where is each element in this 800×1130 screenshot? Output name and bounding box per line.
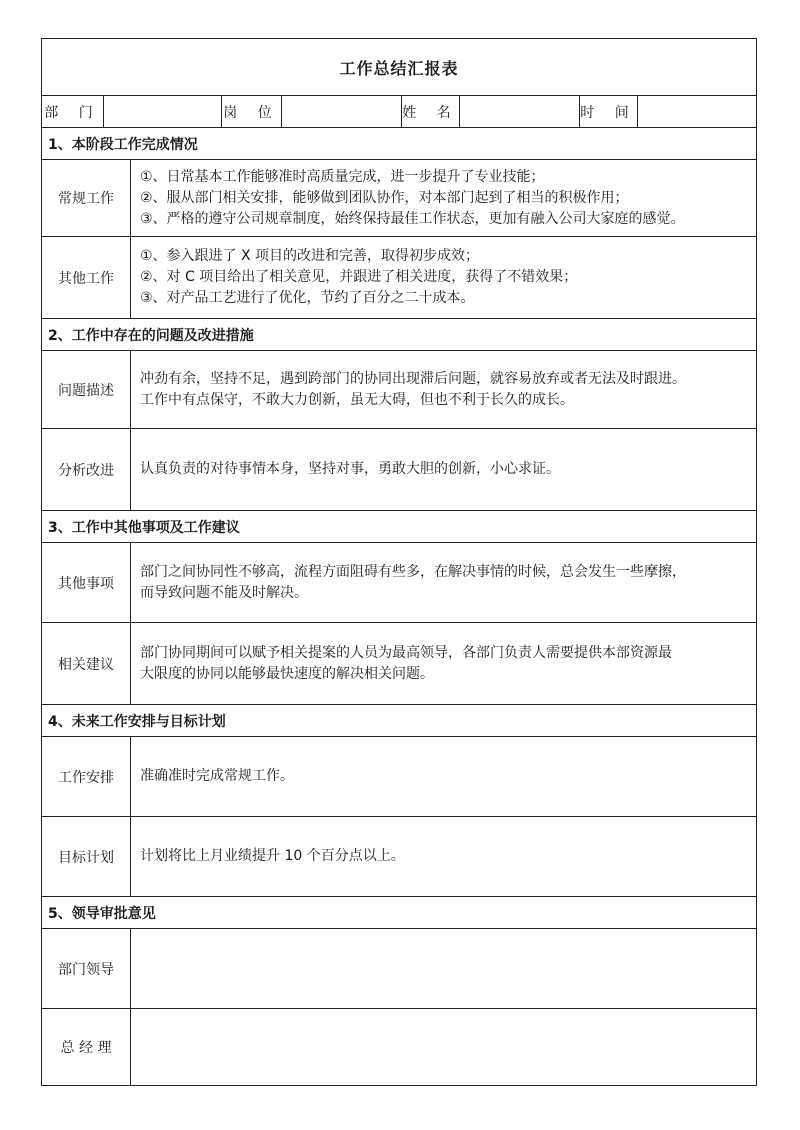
section-heading: 1、本阶段工作完成情况 (42, 128, 756, 160)
item-row (42, 817, 756, 897)
content-line: ①、日常基本工作能够准时高质量完成，进一步提升了专业技能； (140, 168, 545, 185)
approval-field[interactable] (131, 929, 756, 1008)
item-label: 分析改进 (42, 429, 131, 510)
content-line: ②、服从部门相关安排，能够做到团队协作，对本部门起到了相当的积极作用； (140, 189, 629, 206)
item-label: 部门领导 (42, 929, 131, 1008)
item-row (42, 737, 756, 817)
item-content[interactable] (131, 160, 756, 236)
dept-label: 部 门 (42, 96, 104, 127)
content-line: 大限度的协同以能够最快速度的解决相关问题。 (140, 665, 434, 682)
section-heading: 5、领导审批意见 (42, 897, 756, 929)
name-label: 姓 名 (402, 96, 460, 127)
item-label: 问题描述 (42, 351, 131, 428)
post-field[interactable] (282, 96, 402, 127)
item-row (42, 160, 756, 237)
report-form (41, 38, 757, 1086)
item-row (42, 623, 756, 705)
item-row (42, 429, 756, 511)
item-label: 总 经 理 (42, 1009, 131, 1085)
time-field[interactable] (638, 96, 756, 127)
item-label: 其他事项 (42, 543, 131, 622)
form-title: 工作总结汇报表 (339, 58, 459, 78)
info-row (42, 96, 756, 128)
content-line: ③、严格的遵守公司规章制度，始终保持最佳工作状态，更加有融入公司大家庭的感觉。 (140, 210, 685, 227)
content-line: 而导致问题不能及时解决。 (140, 584, 308, 601)
content-line: 准确准时完成常规工作。 (140, 768, 294, 784)
post-label: 岗 位 (222, 96, 282, 127)
item-content[interactable] (131, 543, 756, 622)
content-line: 认真负责的对待事情本身，坚持对事，勇敢大胆的创新，小心求证。 (140, 461, 560, 477)
section-heading: 4、未来工作安排与目标计划 (42, 705, 756, 737)
content-line: 计划将比上月业绩提升 10 个百分点以上。 (140, 848, 405, 864)
dept-field[interactable] (104, 96, 222, 127)
content-line: 冲劲有余，坚持不足，遇到跨部门的协同出现滞后问题，就容易放弃或者无法及时跟进。 (140, 370, 686, 387)
item-label: 目标计划 (42, 817, 131, 896)
time-label: 时 间 (580, 96, 638, 127)
item-label: 其他工作 (42, 237, 131, 318)
content-line: ③、对产品工艺进行了优化，节约了百分之二十成本。 (140, 290, 475, 306)
item-row (42, 1009, 756, 1085)
section-heading: 2、工作中存在的问题及改进措施 (42, 319, 756, 351)
content-line: ①、参入跟进了 X 项目的改进和完善，取得初步成效； (140, 248, 480, 264)
item-content[interactable] (131, 351, 756, 428)
item-label: 常规工作 (42, 160, 131, 236)
item-row (42, 237, 756, 319)
item-content[interactable] (131, 817, 756, 896)
item-content[interactable] (131, 237, 756, 318)
item-content[interactable] (131, 429, 756, 510)
item-content[interactable] (131, 737, 756, 816)
section-heading: 3、工作中其他事项及工作建议 (42, 511, 756, 543)
content-line: 工作中有点保守，不敢大力创新，虽无大碍，但也不利于长久的成长。 (140, 391, 574, 408)
item-label: 工作安排 (42, 737, 131, 816)
item-row (42, 543, 756, 623)
item-row (42, 929, 756, 1009)
content-line: 部门协同期间可以赋予相关提案的人员为最高领导，各部门负责人需要提供本部资源最 (140, 644, 672, 661)
item-label: 相关建议 (42, 623, 131, 704)
item-content[interactable] (131, 623, 756, 704)
content-line: 部门之间协同性不够高，流程方面阻碍有些多，在解决事情的时候，总会发生一些摩擦， (140, 563, 686, 580)
item-row (42, 351, 756, 429)
approval-field[interactable] (131, 1009, 756, 1085)
name-field[interactable] (460, 96, 580, 127)
content-line: ②、对 C 项目给出了相关意见，并跟进了相关进度，获得了不错效果； (140, 269, 578, 285)
title-row (42, 39, 756, 96)
